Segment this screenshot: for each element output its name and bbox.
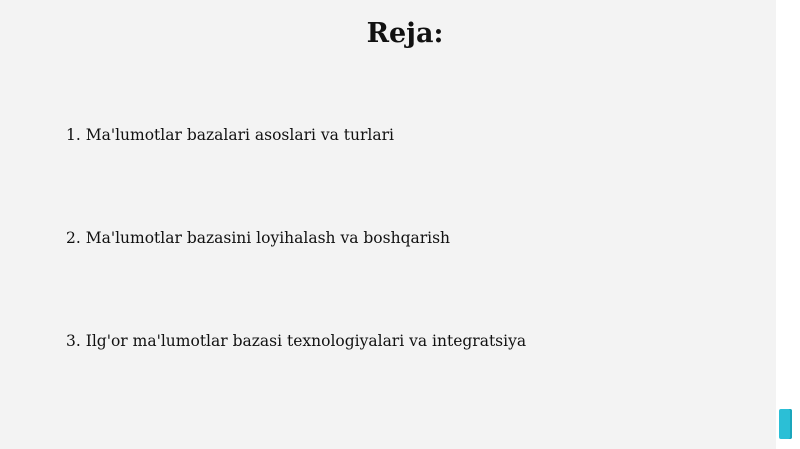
plan-item-1: 1. Ma'lumotlar bazalari asoslari va turlari [66,126,394,144]
scrollbar-thumb[interactable] [779,409,792,439]
plan-item-3: 3. Ilg'or ma'lumotlar bazasi texnologiyalari va integratsiya [66,332,527,350]
scrollbar-track[interactable] [776,0,800,449]
plan-item-2: 2. Ma'lumotlar bazasini loyihalash va boshqarish [66,229,451,247]
slide-title: Reja: [366,18,444,49]
